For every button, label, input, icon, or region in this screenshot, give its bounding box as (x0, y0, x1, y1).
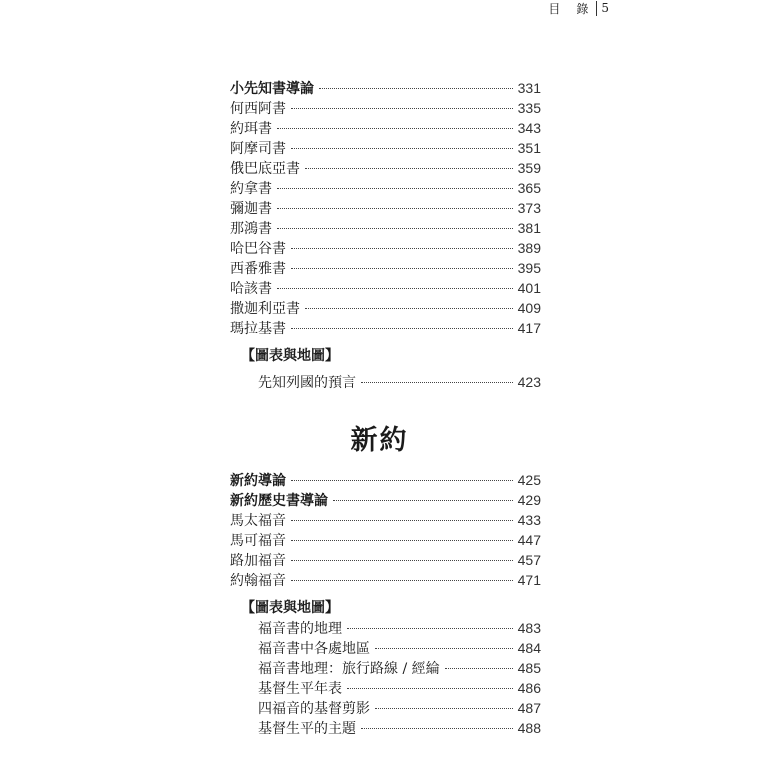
dot-leader (291, 480, 513, 481)
toc-entry (230, 118, 541, 138)
dot-leader (347, 628, 513, 629)
toc-entry (230, 550, 541, 570)
toc-entry (230, 98, 541, 118)
toc-entry-title: 西番雅書 (230, 261, 286, 277)
dot-leader (375, 708, 513, 709)
dot-leader (305, 308, 513, 309)
toc-entry-title: 四福音的基督剪影 (258, 701, 370, 717)
dot-leader (291, 540, 513, 541)
toc-entry-page: 486 (517, 680, 541, 696)
toc-entry-page: 484 (517, 640, 541, 656)
toc-entry-page: 401 (517, 280, 541, 296)
toc-entry (230, 530, 541, 550)
toc-entry (258, 372, 541, 392)
toc-entry (230, 238, 541, 258)
toc-entry-title: 小先知書導論 (230, 81, 314, 97)
toc-entry-title: 福音書的地理 (258, 621, 342, 637)
dot-leader (445, 668, 513, 669)
toc-entry (230, 198, 541, 218)
toc-entry (258, 678, 541, 698)
toc-entry-page: 429 (517, 492, 541, 508)
toc-entry-title: 福音書地理：旅行路線 / 經綸 (258, 661, 440, 677)
dot-leader (291, 520, 513, 521)
toc-entry-page: 389 (517, 240, 541, 256)
toc-entry (258, 698, 541, 718)
toc-entry-title: 撒迦利亞書 (230, 301, 300, 317)
toc-entry-page: 425 (517, 472, 541, 488)
running-head-page-number: 5 (601, 1, 609, 15)
toc-entry (230, 218, 541, 238)
toc-entry-title: 新約導論 (230, 473, 286, 489)
toc-entry-page: 417 (517, 320, 541, 336)
toc-entry (230, 78, 541, 98)
toc-entry-title: 彌迦書 (230, 201, 272, 217)
toc-entry (230, 318, 541, 338)
dot-leader (305, 168, 513, 169)
toc-entry-title: 基督生平年表 (258, 681, 342, 697)
toc-entry-title: 哈該書 (230, 281, 272, 297)
dot-leader (361, 728, 513, 729)
toc-entry (230, 490, 541, 510)
toc-entry-page: 447 (517, 532, 541, 548)
toc-entry-page: 485 (517, 660, 541, 676)
dot-leader (291, 580, 513, 581)
dot-leader (319, 88, 513, 89)
toc-entry (230, 570, 541, 590)
toc-entry-page: 351 (517, 140, 541, 156)
toc-entry-page: 331 (517, 80, 541, 96)
running-head-title: 目 錄 (548, 1, 591, 16)
toc-entry (258, 658, 541, 678)
toc-entry-page: 487 (517, 700, 541, 716)
toc-entry-title: 馬太福音 (230, 513, 286, 529)
dot-leader (291, 560, 513, 561)
toc-entry-title: 約拿書 (230, 181, 272, 197)
dot-leader (333, 500, 513, 501)
dot-leader (375, 648, 513, 649)
dot-leader (291, 148, 513, 149)
toc-entry-title: 瑪拉基書 (230, 321, 286, 337)
toc-entry-page: 488 (517, 720, 541, 736)
running-head (548, 0, 609, 16)
toc-entry (230, 470, 541, 490)
dot-leader (291, 328, 513, 329)
running-head-divider (596, 1, 597, 16)
toc-entry (230, 298, 541, 318)
toc-entry-page: 409 (517, 300, 541, 316)
toc-entry-page: 423 (517, 374, 541, 390)
toc-entry-page: 457 (517, 552, 541, 568)
figures-heading: 【圖表與地圖】 (241, 348, 339, 364)
toc-entry (230, 138, 541, 158)
dot-leader (291, 108, 513, 109)
dot-leader (347, 688, 513, 689)
toc-entry-title: 新約歷史書導論 (230, 493, 328, 509)
toc-entry-page: 365 (517, 180, 541, 196)
toc-entry-title: 哈巴谷書 (230, 241, 286, 257)
dot-leader (277, 208, 513, 209)
dot-leader (277, 288, 513, 289)
dot-leader (277, 228, 513, 229)
section-title-new-testament: 新約 (350, 425, 409, 456)
toc-entry-page: 335 (517, 100, 541, 116)
toc-entry-title: 基督生平的主題 (258, 721, 356, 737)
toc-entry-page: 471 (517, 572, 541, 588)
toc-entry (258, 718, 541, 738)
dot-leader (277, 188, 513, 189)
toc-entry-page: 483 (517, 620, 541, 636)
toc-entry (230, 510, 541, 530)
toc-entry-title: 馬可福音 (230, 533, 286, 549)
toc-entry (258, 618, 541, 638)
toc-entry-title: 俄巴底亞書 (230, 161, 300, 177)
toc-entry (230, 258, 541, 278)
toc-entry-title: 那鴻書 (230, 221, 272, 237)
toc-entry-title: 阿摩司書 (230, 141, 286, 157)
toc-minor-prophets (230, 78, 541, 338)
toc-nt-figures (230, 598, 541, 738)
dot-leader (291, 248, 513, 249)
toc-entry-page: 433 (517, 512, 541, 528)
toc-entry-page: 381 (517, 220, 541, 236)
toc-ot-figures (230, 346, 541, 392)
toc-entry-page: 359 (517, 160, 541, 176)
toc-entry-title: 何西阿書 (230, 101, 286, 117)
toc-entry-title: 路加福音 (230, 553, 286, 569)
toc-entry-page: 395 (517, 260, 541, 276)
toc-entry-page: 343 (517, 120, 541, 136)
figures-heading: 【圖表與地圖】 (241, 600, 339, 616)
toc-entry-title: 約翰福音 (230, 573, 286, 589)
toc-new-testament (230, 470, 541, 590)
toc-entry-title: 先知列國的預言 (258, 375, 356, 391)
toc-entry-title: 約珥書 (230, 121, 272, 137)
toc-entry-title: 福音書中各處地區 (258, 641, 370, 657)
dot-leader (361, 382, 513, 383)
toc-entry (230, 178, 541, 198)
toc-entry (258, 638, 541, 658)
toc-entry (230, 278, 541, 298)
toc-entry-page: 373 (517, 200, 541, 216)
dot-leader (277, 128, 513, 129)
dot-leader (291, 268, 513, 269)
toc-entry (230, 158, 541, 178)
